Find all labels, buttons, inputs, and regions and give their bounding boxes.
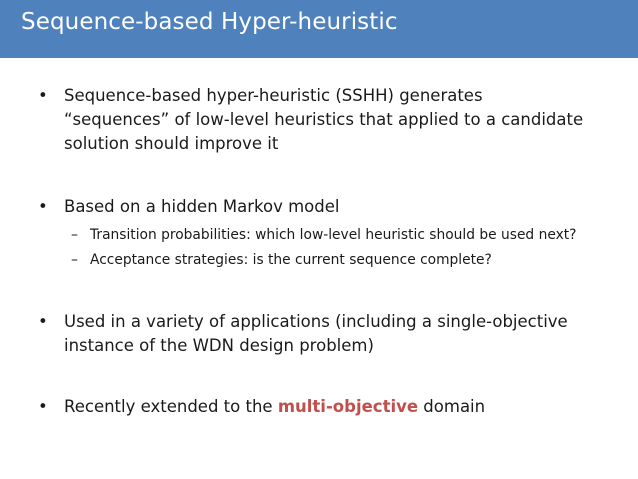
slide-title: Sequence-based Hyper-heuristic [21,9,398,35]
bullet-item [38,395,624,419]
bullet-marker: • [38,86,48,105]
bullet-item [38,310,624,358]
sub-bullet-marker: – [71,252,78,268]
bullet-line: instance of the WDN design problem) [64,336,374,355]
bullet-line: Used in a variety of applications (including a single-objective [64,312,568,331]
bullet-item [38,195,624,219]
bullet-line: Based on a hidden Markov model [64,197,340,216]
bullet-line: “sequences” of low-level heuristics that applied to a candidate [64,110,584,129]
bullet-marker: • [38,397,48,416]
sub-bullet-text: Acceptance strategies: is the current sequence complete? [90,252,492,268]
bullet-text: Recently extended to the [64,397,278,416]
sub-bullet-item [71,250,630,270]
bullet-item [38,84,624,156]
bullet-line: Sequence-based hyper-heuristic (SSHH) generates [64,86,483,105]
bullet-marker: • [38,312,48,331]
bullet-line: solution should improve it [64,134,279,153]
highlighted-term: multi-objective [277,397,419,416]
bullet-text: domain [418,397,486,416]
bullet-marker: • [38,197,48,216]
sub-bullet-text: Transition probabilities: which low-level heuristic should be used next? [90,227,577,243]
sub-bullet-marker: – [71,227,78,243]
sub-bullet-item [71,225,630,245]
